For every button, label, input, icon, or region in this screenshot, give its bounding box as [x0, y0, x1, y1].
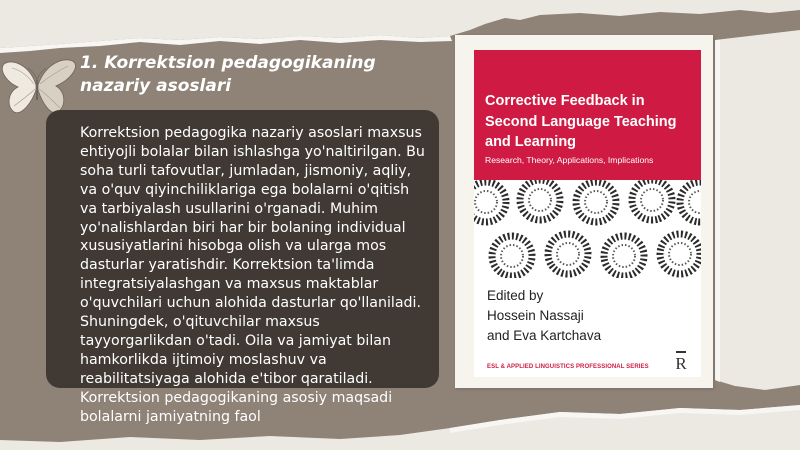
- editor-name: and Eva Kartchava: [487, 328, 602, 343]
- routledge-logo-icon: [674, 350, 688, 372]
- editor-name: Hossein Nassaji: [487, 308, 584, 323]
- book-cover: [474, 50, 701, 377]
- book-title: Corrective Feedback in Second Language Teaching and Learning: [485, 93, 677, 150]
- book-subtitle: Research, Theory, Applications, Implications: [485, 155, 654, 165]
- series-name: ESL & APPLIED LINGUISTICS PROFESSIONAL SERIES: [487, 364, 649, 370]
- book-editors: [487, 286, 692, 346]
- slide-heading: 1. Korrektsion pedagogikaning nazariy asoslari: [80, 53, 376, 96]
- slide-body-text: Korrektsion pedagogika nazariy asoslari maxsus ehtiyojli bolalar bilan ishlashga yo'naltirilgan. Bu soha turli tafovutlar, jumladan, jismoniy, aqliy, va o'quv qiyinchiliklariga ega bolalarni o'qitish va tarbiyalash usullarini o'rganadi. Muhim yo'nalishlardan biri har bir bolaning individual xususiyatlarini hisobga olish va ularga mos dasturlar yaratishdir. Korrektsion ta'limda integratsiyalashgan va maxsus maktablar o'quvchilari uchun alohida dasturlar qo'llaniladi. Shuningdek, o'qituvchilar maxsus tayyorgarlikdan o'tadi. Oila va jamiyat bilan hamkorlikda ijtimoiy moslashuv va reabilitatsiyaga alohida e'tibor qaratiladi. Korrektsion pedagogikaning asosiy maqsadi bolalarni jamiyatning faol: [80, 125, 425, 425]
- cover-ring-pattern: [474, 180, 701, 278]
- edited-by-label: Edited by: [487, 288, 544, 303]
- publisher-mark: R: [675, 354, 687, 372]
